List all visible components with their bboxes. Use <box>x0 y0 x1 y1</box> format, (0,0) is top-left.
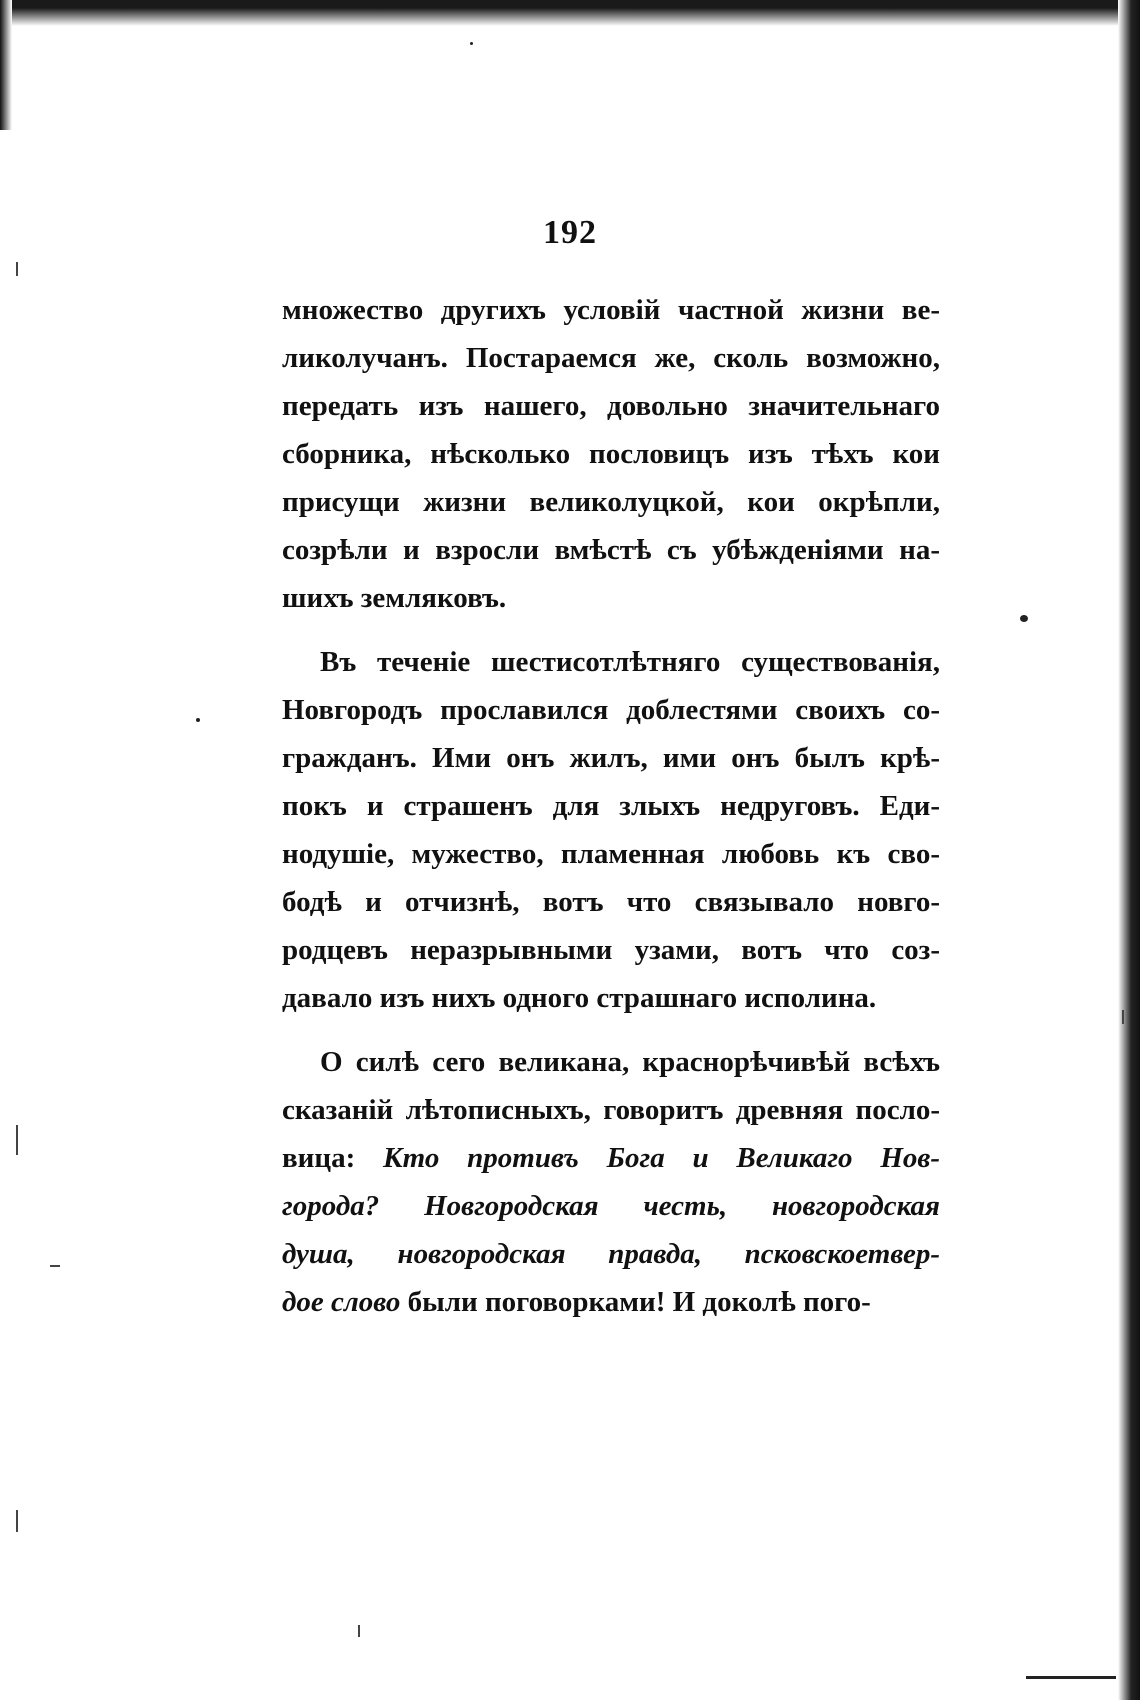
scan-mark <box>16 1125 18 1155</box>
italic-segment: Кто противъ Бога и Великаго Нов- <box>383 1142 940 1174</box>
text-segment: шихъ земляковъ. <box>282 582 507 614</box>
paragraph <box>282 286 940 622</box>
text-line <box>282 1086 940 1134</box>
text-segment: ликолучанъ. Постараемся же, сколь возможно, <box>282 342 940 374</box>
text-segment: бодѣ и отчизнѣ, вотъ что связывало новго- <box>282 886 940 918</box>
text-segment: родцевъ неразрывными узами, вотъ что соз- <box>282 934 940 966</box>
text-segment: Въ теченіе шестисотлѣтняго существованія, <box>320 646 940 678</box>
scan-mark <box>16 262 18 276</box>
text-segment: были поговорками! И доколѣ пого- <box>400 1286 871 1318</box>
text-segment: О силѣ сего великана, краснорѣчивѣй всѣхъ <box>320 1046 940 1078</box>
text-segment: множество другихъ условій частной жизни ве- <box>282 294 940 326</box>
text-segment: покъ и страшенъ для злыхъ недруговъ. Еди- <box>282 790 940 822</box>
scan-mark <box>50 1265 60 1267</box>
text-line <box>282 782 940 830</box>
text-line <box>282 430 940 478</box>
scan-speck <box>196 718 200 722</box>
text-segment: сказаній лѣтописныхъ, говоритъ древняя посло- <box>282 1094 940 1126</box>
text-segment: Новгородъ прославился доблестями своихъ со- <box>282 694 940 726</box>
text-line <box>282 686 940 734</box>
text-line <box>282 286 940 334</box>
text-line <box>282 1182 940 1230</box>
text-line <box>282 1038 940 1086</box>
text-line <box>282 926 940 974</box>
page-number: 192 <box>543 214 597 251</box>
text-line <box>282 478 940 526</box>
scan-edge-top <box>0 0 1140 26</box>
italic-segment: города? Новгородская честь, новгородская <box>282 1190 940 1222</box>
text-line <box>282 734 940 782</box>
text-line <box>282 1230 940 1278</box>
text-line <box>282 574 940 622</box>
scan-mark <box>16 1510 18 1532</box>
scan-speck <box>470 42 473 45</box>
scan-edge-left <box>0 0 12 130</box>
text-line <box>282 1134 940 1182</box>
scan-mark <box>1122 1010 1124 1024</box>
paragraph <box>282 1038 940 1326</box>
text-line <box>282 974 940 1022</box>
text-line <box>282 830 940 878</box>
text-line <box>282 334 940 382</box>
body-text <box>282 286 940 1342</box>
text-segment: созрѣли и взросли вмѣстѣ съ убѣжденіями на- <box>282 534 940 566</box>
italic-segment: дое слово <box>282 1286 401 1318</box>
scan-speck <box>1020 615 1028 622</box>
scan-edge-right <box>1118 0 1140 1700</box>
text-segment: давало изъ нихъ одного страшнаго исполина. <box>282 982 877 1014</box>
text-segment: сборника, нѣсколько пословицъ изъ тѣхъ кои <box>282 438 940 470</box>
text-segment: присущи жизни великолуцкой, кои окрѣпли, <box>282 486 940 518</box>
text-line <box>282 382 940 430</box>
paragraph <box>282 638 940 1022</box>
text-segment: вица: <box>282 1142 384 1174</box>
text-line <box>282 878 940 926</box>
text-line <box>282 638 940 686</box>
scan-corner-rule <box>1026 1676 1116 1679</box>
scan-mark <box>358 1625 360 1637</box>
text-segment: нодушіе, мужество, пламенная любовь къ сво- <box>282 838 940 870</box>
text-line <box>282 526 940 574</box>
italic-segment: душа, новгородская правда, псковскоетвер- <box>282 1238 940 1270</box>
text-segment: гражданъ. Ими онъ жилъ, ими онъ былъ крѣ- <box>282 742 940 774</box>
text-line <box>282 1278 940 1326</box>
text-segment: передать изъ нашего, довольно значительнаго <box>282 390 940 422</box>
